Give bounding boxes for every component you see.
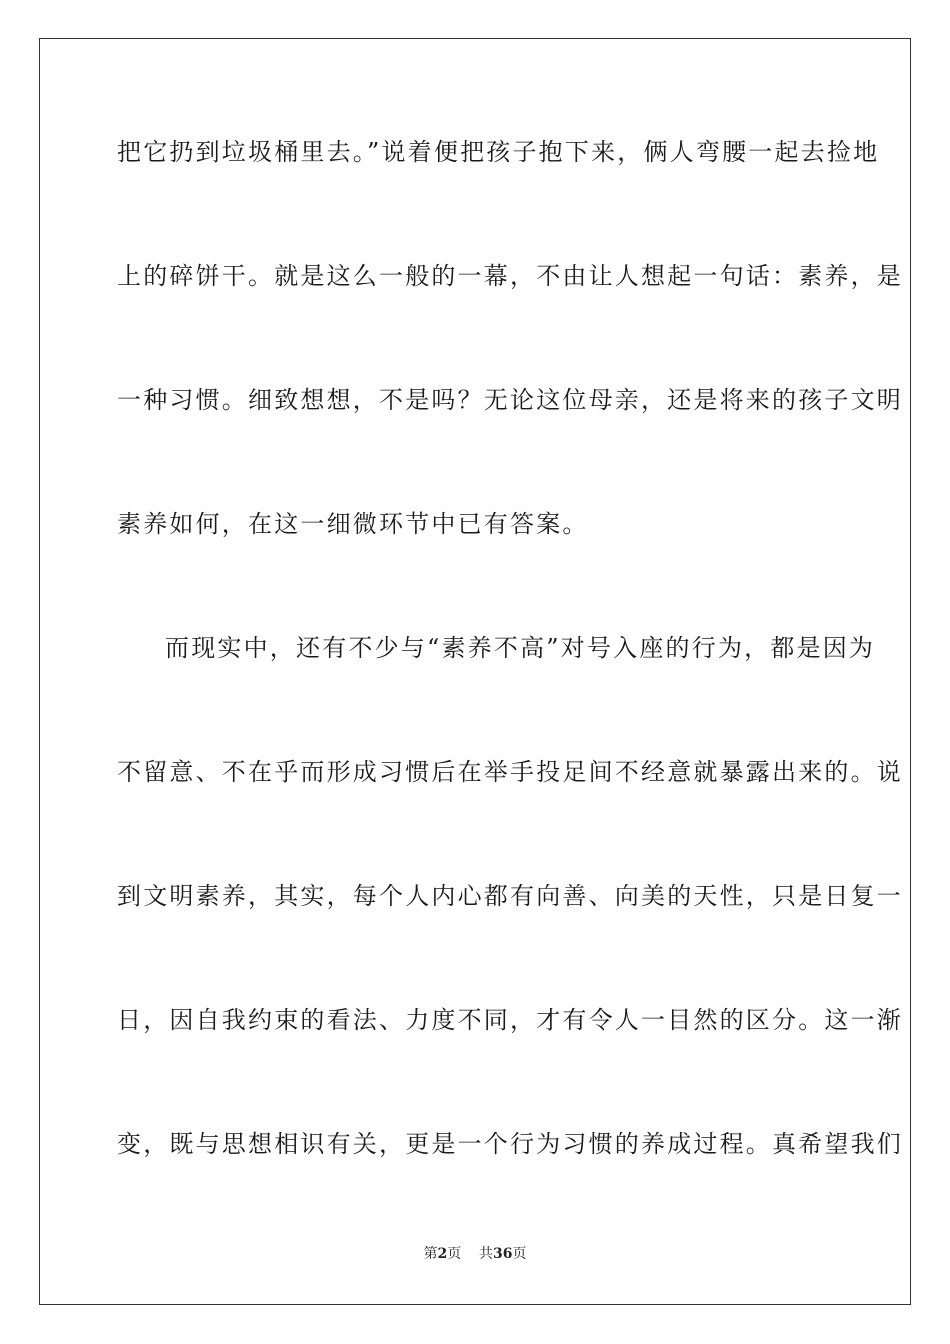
body-text-line: 一种习惯。细致想想，不是吗？无论这位母亲，还是将来的孩子文明 <box>117 386 903 414</box>
body-text-line-indented: 而现实中，还有不少与“素养不高”对号入座的行为，都是因为 <box>165 634 876 662</box>
body-text-line: 日，因自我约束的看法、力度不同，才有令人一目然的区分。这一渐 <box>117 1006 903 1034</box>
page-prefix: 第 <box>423 1246 438 1262</box>
total-suffix: 页 <box>512 1246 527 1262</box>
total-prefix: 共 <box>479 1246 494 1262</box>
body-text-line: 素养如何，在这一细微环节中已有答案。 <box>117 510 589 538</box>
body-text-line: 到文明素养，其实，每个人内心都有向善、向美的天性，只是日复一 <box>117 882 903 910</box>
body-text-line: 把它扔到垃圾桶里去。”说着便把孩子抱下来，俩人弯腰一起去捡地 <box>117 138 880 166</box>
body-text-line: 上的碎饼干。就是这么一般的一幕，不由让人想起一句话：素养，是 <box>117 262 903 290</box>
page-border <box>39 38 911 1305</box>
body-text-line: 变，既与思想相识有关，更是一个行为习惯的养成过程。真希望我们 <box>117 1130 903 1158</box>
body-text-line: 不留意、不在乎而形成习惯后在举手投足间不经意就暴露出来的。说 <box>117 758 903 786</box>
page-suffix: 页 <box>447 1246 462 1262</box>
total-pages: 36 <box>493 1246 513 1262</box>
page-number: 2 <box>437 1246 448 1262</box>
page-footer <box>0 1245 950 1263</box>
